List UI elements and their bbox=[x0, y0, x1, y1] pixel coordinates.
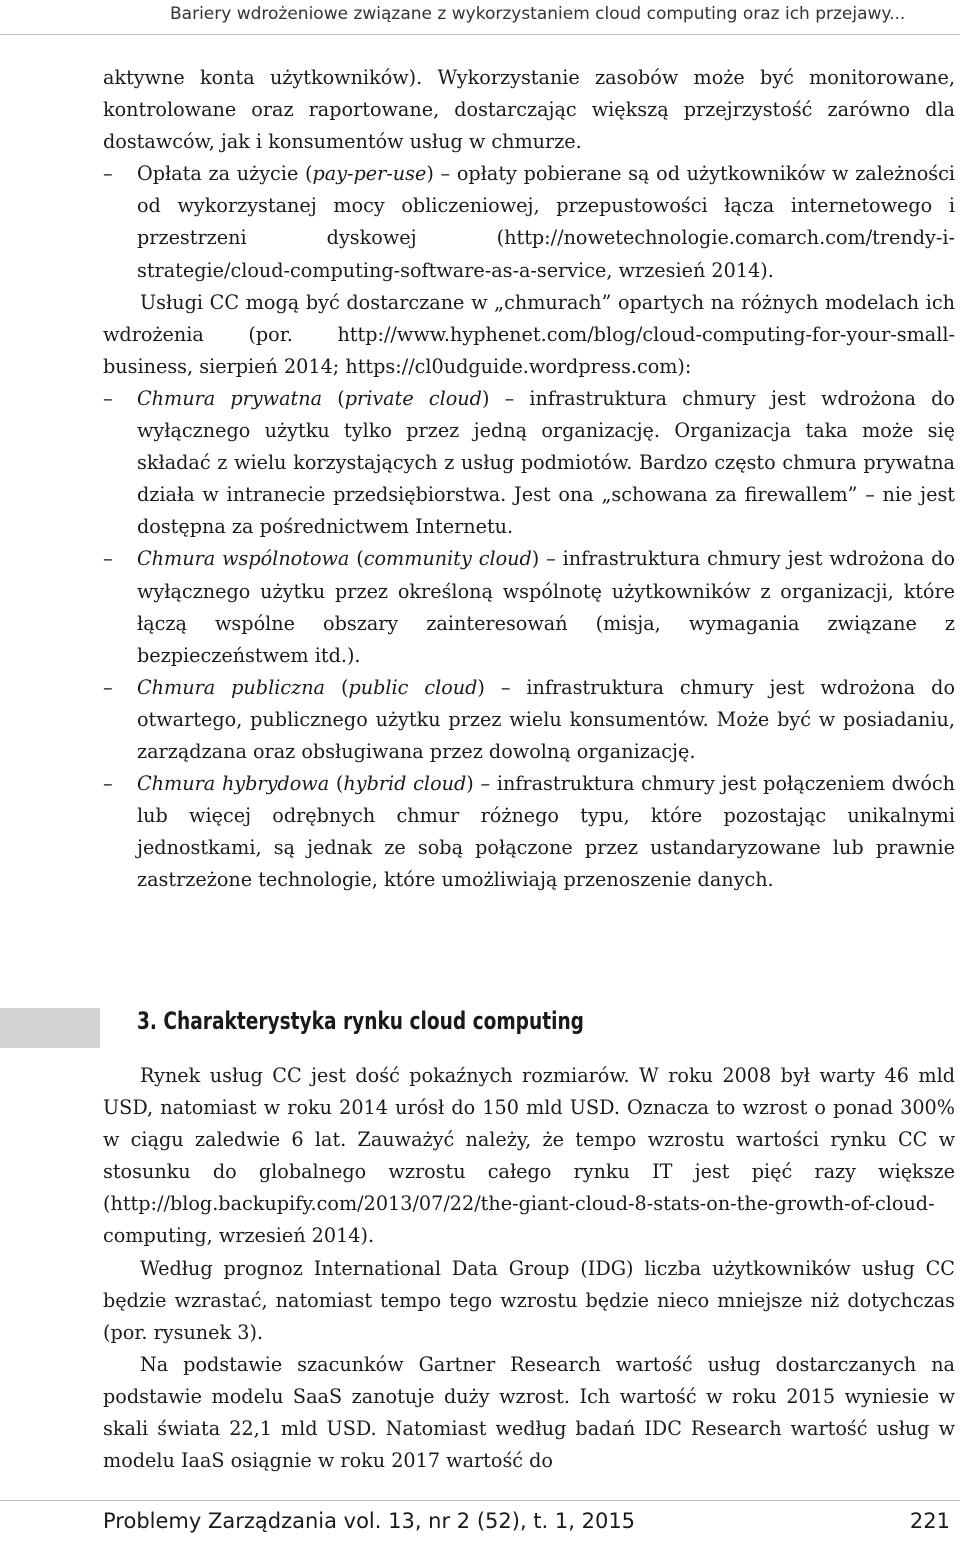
term-english: community cloud bbox=[363, 547, 532, 571]
article-body-lower bbox=[103, 1060, 955, 1477]
term-name: Chmura hybrydowa bbox=[137, 772, 330, 796]
list-item-private-cloud: – Chmura prywatna (private cloud) – infrastruktura chmury jest wdrożona do wyłącznego użytku tylko przez jedną organizację. Organizacja taka może się składać z wielu korzystających z usług podmiotów. Bardzo często chmura prywatna działa w intranecie przedsiębiorstwa. Jest ona „schowana za firewallem” – nie jest dostępna za pośrednictwem Internetu. bbox=[103, 383, 955, 543]
journal-citation: Problemy Zarządzania vol. 13, nr 2 (52), t. 1, 2015 bbox=[103, 1509, 636, 1533]
list-dash: – bbox=[103, 675, 113, 699]
term-name: Chmura wspólnotowa bbox=[137, 547, 350, 571]
page-number: 221 bbox=[909, 1509, 950, 1533]
list-dash: – bbox=[103, 386, 113, 410]
section-marker-bar bbox=[0, 1008, 100, 1048]
page-footer bbox=[0, 1500, 960, 1545]
section-heading bbox=[0, 1005, 960, 1049]
list-item-public-cloud: – Chmura publiczna (public cloud) – infrastruktura chmury jest wdrożona do otwartego, publicznego użytku przez wielu konsumentów. Może być w posiadaniu, zarządzana oraz obsługiwana przez dowolną organizację. bbox=[103, 672, 955, 768]
list-dash: – bbox=[103, 772, 113, 796]
running-head-title: Bariery wdrożeniowe związane z wykorzystaniem cloud computing oraz ich przejawy... bbox=[170, 4, 906, 24]
paragraph-market-size: Rynek usług CC jest dość pokaźnych rozmiarów. W roku 2008 był warty 46 mld USD, natomiast w roku 2014 urósł do 150 mld USD. Oznacza to wzrost o ponad 300% w ciągu zaledwie 6 lat. Zauważyć należy, że tempo wzrostu wartości rynku CC w stosunku do globalnego wzrostu całego rynku IT jest pięć razy większe (http://blog.backupify.com/2013/07/22/the-giant-cloud-8-stats-on-the-growth-of-cloud-computing, wrzesień 2014). bbox=[103, 1064, 955, 1248]
paragraph-continuation: aktywne konta użytkowników). Wykorzystanie zasobów może być monitorowane, kontrolowane oraz raportowane, dostarczając większą przejrzystość zarówno dla dostawców, jak i konsumentów usług w chmurze. bbox=[103, 66, 955, 154]
list-dash: – bbox=[103, 547, 113, 571]
paragraph-idg-forecast: Według prognoz International Data Group (IDG) liczba użytkowników usług CC będzie wzrastać, natomiast tempo tego wzrostu będzie nieco mniejsze niż dotychczas (por. rysunek 3). bbox=[103, 1256, 955, 1344]
article-body-upper bbox=[103, 62, 955, 896]
paragraph-gartner-idc: Na podstawie szacunków Gartner Research wartość usług dostarczanych na podstawie modelu SaaS zanotuje duży wzrost. Ich wartość w roku 2015 wyniesie w skali świata 22,1 mld USD. Natomiast według badań IDC Research wartość usług w modelu IaaS osiągnie w roku 2017 wartość do bbox=[103, 1352, 955, 1473]
paragraph-deployment-models: Usługi CC mogą być dostarczane w „chmurach” opartych na różnych modelach ich wdrożenia (por. http://www.hyphenet.com/blog/cloud-computing-for-your-small-business, sierpień 2014; https://cl0udguide.wordpress.com): bbox=[103, 290, 955, 378]
running-head bbox=[0, 0, 960, 35]
term-english: hybrid cloud bbox=[343, 772, 467, 796]
list-dash: – bbox=[103, 162, 113, 186]
list-item-community-cloud: – Chmura wspólnotowa (community cloud) – infrastruktura chmury jest wdrożona do wyłącznego użytku przez określoną wspólnotę użytkowników z organizacji, które łączą wspólne obszary zainteresowań (misja, wymagania związane z bezpieczeństwem itd.). bbox=[103, 543, 955, 671]
term-english: private cloud bbox=[344, 386, 482, 410]
list-item-hybrid-cloud: – Chmura hybrydowa (hybrid cloud) – infrastruktura chmury jest połączeniem dwóch lub więcej odrębnych chmur różnego typu, które pozostając unikalnymi jednostkami, są jednak ze sobą połączone przez ustandaryzowane lub prawnie zastrzeżone technologie, które umożliwiają przenoszenie danych. bbox=[103, 768, 955, 896]
term-name: Chmura publiczna bbox=[137, 675, 325, 699]
term-name: Chmura prywatna bbox=[137, 386, 323, 410]
list-item-pay-per-use: – Opłata za użycie (pay-per-use) – opłaty pobierane są od użytkowników w zależności od wykorzystanej mocy obliczeniowej, przepustowości łącza internetowego i przestrzeni dyskowej (http://nowetechnologie.comarch.com/trendy-i-strategie/cloud-computing-software-as-a-service, wrzesień 2014). bbox=[103, 158, 955, 286]
term-pay-per-use: pay-per-use bbox=[312, 162, 427, 186]
section-title: 3. Charakterystyka rynku cloud computing bbox=[137, 1007, 584, 1035]
term-english: public cloud bbox=[348, 675, 478, 699]
